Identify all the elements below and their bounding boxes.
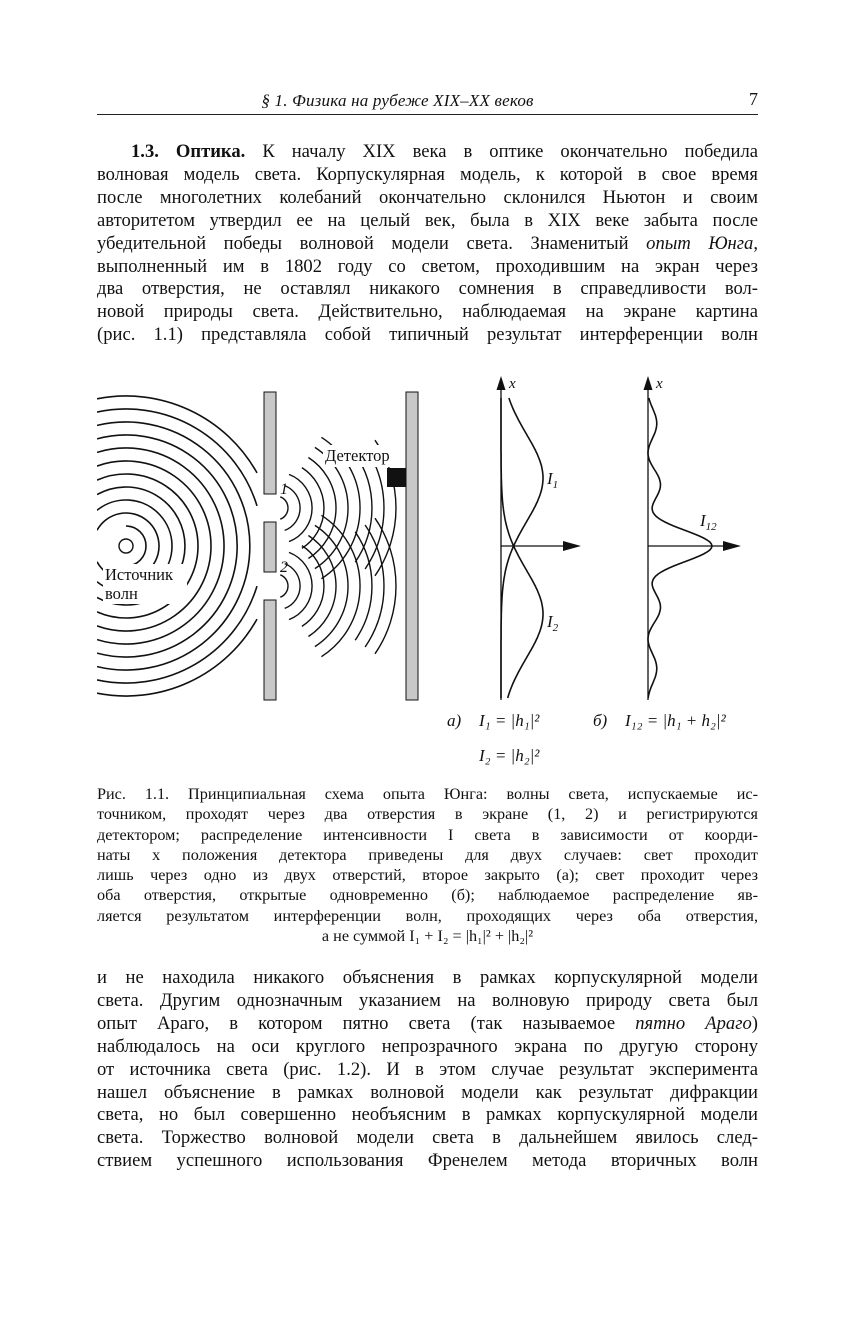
- text-line: 1.3. Оптика. К началу XIX века в оптике окончательно победила: [131, 141, 758, 162]
- text-line: от источника света (рис. 1.2). И в этом случае результат эксперимента: [97, 1058, 758, 1080]
- figure-young-experiment: [97, 368, 758, 776]
- page-number: 7: [749, 89, 758, 109]
- caption-line: а не суммой I₁ + I₂ = |h₁|² + |h₂|²: [321, 927, 534, 946]
- detector-label: Детектор: [325, 446, 390, 465]
- source-label-line2: волн: [105, 584, 138, 603]
- slit-1-label: 1: [280, 481, 288, 498]
- wavefront-arc: [365, 525, 384, 647]
- source-label-line1: Источник: [105, 565, 174, 584]
- text-line: после многолетних колебаний окончательно склонился Ньютон и своим: [97, 186, 758, 208]
- text-line: волновая модель света. Корпускулярная модель, к которой в свое время: [97, 163, 758, 185]
- text-line: (рис. 1.1) представляла собой типичный результат интерференции волн: [97, 324, 758, 346]
- wavefront-arc: [355, 532, 372, 640]
- wavefront-arc: [97, 409, 257, 506]
- slit-screen-bottom: [264, 600, 276, 700]
- caption-line: лишь через одно из двух отверстий, второе закрыто (а); свет проходит через: [97, 866, 758, 885]
- axis-x-label-a: x: [509, 376, 516, 392]
- italic-term: опыт Юнга: [646, 232, 754, 254]
- curve-i12-label: I: [700, 511, 706, 530]
- text-line: выполненный им в 1802 году со светом, проходившим на экран через: [97, 255, 758, 277]
- paragraph-arago: [97, 967, 758, 1173]
- case-b-label: б): [593, 711, 608, 730]
- caption-line: точником, проходят через два отверстия в экране (1, 2) и регистрируются: [97, 805, 758, 824]
- curve-i1: [501, 398, 543, 698]
- wavefront-arc: [126, 526, 146, 566]
- text-line: наблюдалось на оси круглого непрозрачного экрана по другую сторону: [97, 1035, 758, 1057]
- caption-line: Рис. 1.1. Принципиальная схема опыта Юнга: волны света, испускаемые ис-: [97, 785, 758, 803]
- text-line: убедительной победы волновой модели света. Знаменитый опыт Юнга,: [97, 232, 758, 254]
- case-a-label: а): [447, 711, 462, 730]
- svg-text:I1: [546, 469, 558, 491]
- slit-wavefronts: [280, 437, 396, 656]
- curve-i1-sub: 1: [552, 479, 559, 491]
- svg-text:I2: [546, 612, 559, 634]
- slit-screen-top: [264, 392, 276, 494]
- text-line: света. Другим однозначным указанием на волновую природу света был: [97, 989, 758, 1011]
- caption-line: ляется результатом интерференции волн, проходящих через оба отверстия,: [97, 906, 758, 925]
- source-wavefronts: [97, 396, 257, 696]
- curve-i1-label: I: [547, 469, 553, 488]
- graph-a-x-arrow: [497, 376, 506, 390]
- svg-text:I12: [699, 511, 717, 533]
- caption-line: наты x положения детектора приведены для двух случаев: свет проходит: [97, 845, 758, 864]
- curve-i2-label: I: [547, 612, 553, 631]
- text-line: и не находила никакого объяснения в рамках корпускулярной модели: [97, 967, 758, 988]
- wavefront-arc: [321, 515, 360, 656]
- detection-screen: [406, 392, 418, 700]
- slit-screen-middle: [264, 522, 276, 572]
- formula-a1: I₁ = |h₁|²: [479, 711, 540, 730]
- formula-b: I₁₂ = |h₁ + h₂|²: [625, 711, 726, 730]
- figure-caption: [97, 784, 758, 946]
- caption-line: оба отверстия, открытые одновременно (б); наблюдаемое распределение яв-: [97, 886, 758, 905]
- wavefront-arc: [315, 525, 348, 646]
- running-head: [97, 88, 758, 115]
- text-line: света. Торжество волновой модели света в дальнейшем явилось след-: [97, 1127, 758, 1149]
- wavefront-arc: [280, 575, 288, 597]
- curve-i2-sub: 2: [552, 622, 559, 634]
- text-line: авторитетом утвердил ее на целый век, была в XIX веке забыта после: [97, 209, 758, 231]
- text-line: нашел объяснение в рамках волновой модели как результат дифракции: [97, 1081, 758, 1103]
- detector: [387, 468, 406, 487]
- caption-line: детектором; распределение интенсивности I света в зависимости от коорди-: [97, 825, 758, 844]
- paragraph-optics-intro: [97, 141, 758, 347]
- wavefront-arc: [97, 461, 211, 631]
- wavefront-arc: [280, 497, 288, 519]
- curve-i2: [501, 398, 543, 698]
- curve-i12-sub: 12: [705, 521, 717, 533]
- italic-term: пятно Араго: [635, 1012, 752, 1034]
- wavefront-arc: [97, 448, 224, 644]
- graph-a-arrow: [563, 541, 581, 551]
- wavefront-arc: [97, 422, 250, 670]
- wavefront-arc: [302, 468, 324, 549]
- source-point: [119, 539, 133, 553]
- running-head-title: § 1. Физика на рубеже XIX–XX веков: [261, 91, 534, 110]
- graph-b-arrow: [723, 541, 741, 551]
- graph-b-x-arrow: [644, 376, 653, 390]
- text-line: света, но был совершенно необъясним в рамках корпускулярной модели: [97, 1104, 758, 1126]
- curve-i12: [648, 398, 712, 698]
- text-line: новой природы света. Действительно, наблюдаемая на экране картина: [97, 301, 758, 323]
- slit-2-label: 2: [280, 559, 288, 576]
- wavefront-arc: [97, 435, 237, 657]
- text-line: ствием успешного использования Френелем метода вторичных волн: [97, 1150, 758, 1172]
- formula-a2: I₂ = |h₂|²: [479, 746, 540, 765]
- axis-x-label-b: x: [656, 376, 663, 392]
- section-heading: 1.3. Оптика.: [131, 141, 246, 162]
- text-line: опыт Араго, в котором пятно света (так называемое пятно Араго): [97, 1012, 758, 1034]
- text-line: два отверстия, не оставлял никакого сомнения в справедливости вол-: [97, 278, 758, 300]
- wavefront-arc: [302, 546, 324, 627]
